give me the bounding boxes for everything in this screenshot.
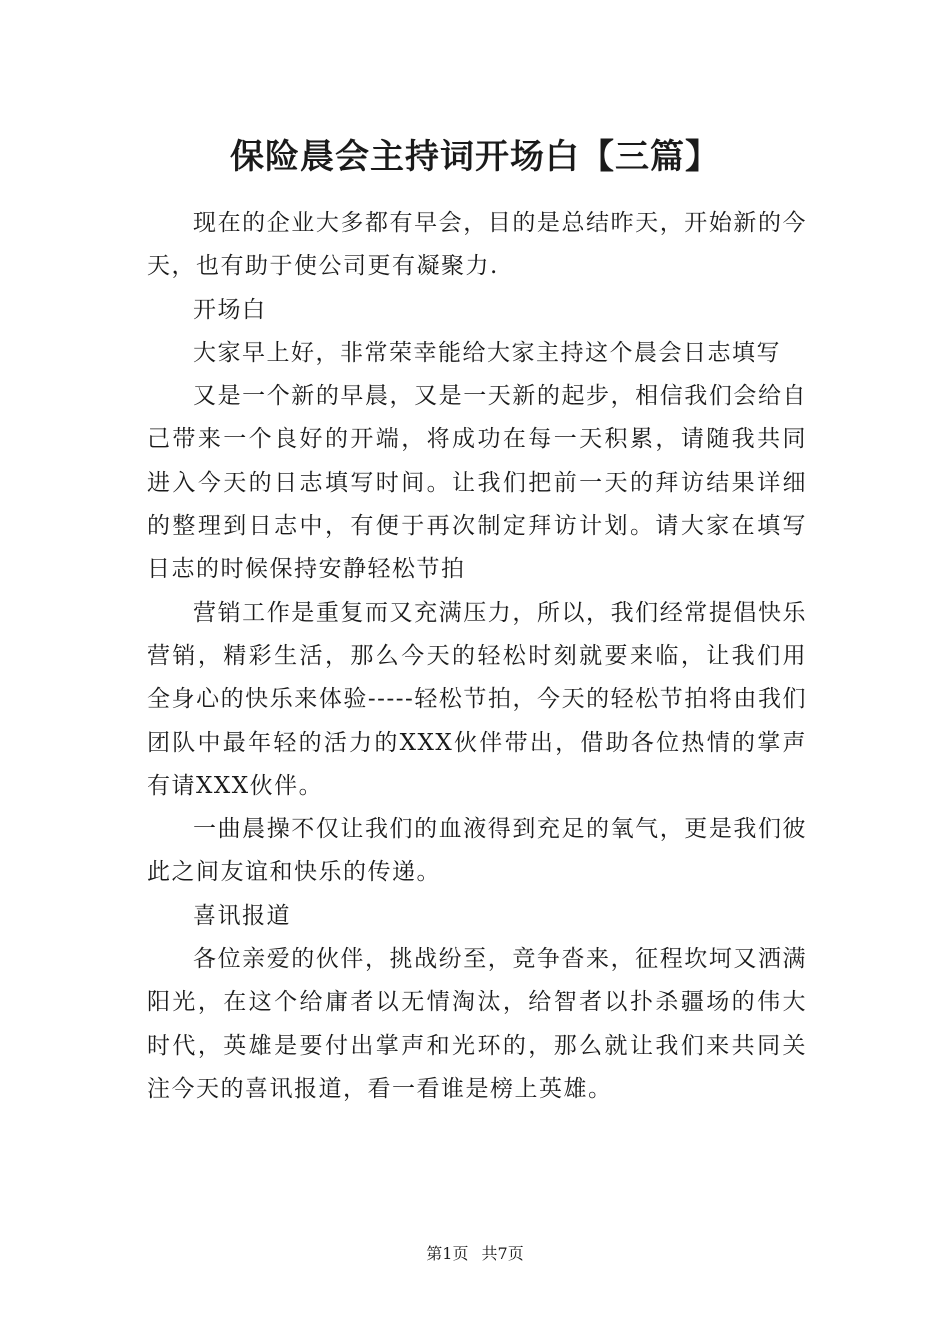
page-footer	[0, 1242, 950, 1266]
page-number: 第1页	[426, 1244, 469, 1263]
paragraph: 一曲晨操不仅让我们的血液得到充足的氧气，更是我们彼此之间友谊和快乐的传递。	[147, 816, 807, 886]
paragraph: 又是一个新的早晨，又是一天新的起步，相信我们会给自己带来一个良好的开端，将成功在每一天积累，请随我共同进入今天的日志填写时间。让我们把前一天的拜访结果详细的整理到日志中，有便于再次制定拜访计划。请大家在填写日志的时候保持安静轻松节拍	[147, 383, 807, 583]
section-heading: 喜讯报道	[193, 902, 291, 929]
section-heading: 开场白	[193, 296, 267, 323]
paragraph: 大家早上好，非常荣幸能给大家主持这个晨会日志填写	[193, 339, 781, 366]
document-title: 保险晨会主持词开场白【三篇】	[230, 137, 720, 177]
paragraph: 营销工作是重复而又充满压力，所以，我们经常提倡快乐营销，精彩生活，那么今天的轻松时刻就要来临，让我们用全身心的快乐来体验-----轻松节拍，今天的轻松节拍将由我们团队中最年轻的活力的XXX伙伴带出，借助各位热情的掌声有请XXX伙伴。	[147, 599, 807, 799]
page-total: 共7页	[481, 1244, 524, 1263]
paragraph: 现在的企业大多都有早会，目的是总结昨天，开始新的今天，也有助于使公司更有凝聚力.	[147, 210, 807, 280]
document-body	[147, 202, 807, 1111]
paragraph: 各位亲爱的伙伴，挑战纷至，竞争沓来，征程坎坷又洒满阳光，在这个给庸者以无情淘汰，给智者以扑杀疆场的伟大时代，英雄是要付出掌声和光环的，那么就让我们来共同关注今天的喜讯报道，看一看谁是榜上英雄。	[147, 946, 807, 1102]
